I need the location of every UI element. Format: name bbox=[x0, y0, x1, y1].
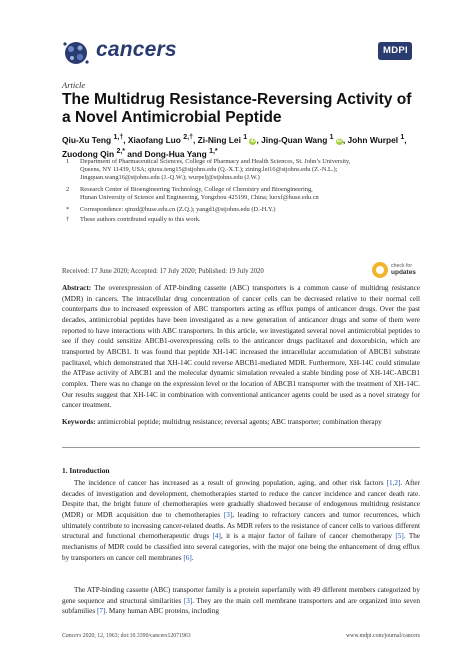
author-affil-marker: 1,† bbox=[113, 134, 124, 141]
paragraph-text: . After decades of investigation and development, chemotherapies started to reduce the cancer incidence and cancer death rate. Despite that, the bright future of chemotherapies were gradually shadowed because of endogenous multidrug resistance (MDR) or MDR acquisition due to chemotherapies bbox=[62, 479, 420, 519]
keywords-label: Keywords: bbox=[62, 418, 96, 426]
author-affil-marker: 2,† bbox=[183, 134, 193, 141]
author-name[interactable]: Dong-Hua Yang bbox=[144, 148, 207, 159]
author-name[interactable]: Jing-Quan Wang bbox=[261, 134, 328, 145]
affiliation-number: † bbox=[66, 216, 70, 223]
citation-link[interactable]: [1,2] bbox=[386, 479, 401, 487]
abstract-text: The overexpression of ATP-binding cassette (ABC) transporters is a common cause of multidrug resistance (MDR) in cancers. The intracellular drug concentration of cancer cells can be decreased relative to their normal cell counterparts due to increased expression of ABC transporters acting as efflux pumps of anticancer drugs. Over the past decades, antimicrobial peptides have been investigated as a new generation of anticancer drugs and some of them were reported to have interactions with ABC transporters. In this article, we investigated several novel antimicrobial peptides to see if they could sensitize ABCB1-overexpressing cells to the anticancer drugs paclitaxel and doxorubicin, which are transported by ABCB1. It was found that peptide XH-14C increased the intracellular accumulation of ABCB1 substrate paclitaxel, which demonstrated that XH-14C could reverse ABCB1-mediated MDR. Furthermore, XH-14C could stimulate the ATPase activity of ABCB1 and the molecular dynamic simulation revealed a stable binding pose of XH-14C-ABCB1 complex. There was no change on the expression level or the location of ABCB1 transporter with the treatment of XH-14C. Our results suggest that XH-14C in combination with conventional anticancer agents could be used as a novel strategy for cancer treatment. bbox=[62, 284, 420, 410]
affiliation-number: 2 bbox=[66, 186, 70, 193]
author-name[interactable]: John Wurpel bbox=[347, 134, 399, 145]
body-paragraph bbox=[62, 585, 420, 617]
paragraph-text: . Many human ABC proteins, including bbox=[105, 607, 219, 616]
equal-contribution-line: These authors contributed equally to this work. bbox=[80, 216, 201, 223]
paragraph-text: The incidence of cancer has increased as a result of growing population, aging, and other risk factors bbox=[74, 479, 387, 487]
affiliation-number: * bbox=[66, 206, 70, 213]
affiliation-line: Research Center of Bioengineering Technology, College of Chemistry and Bioengineering, bbox=[80, 186, 313, 193]
journal-name[interactable]: cancers bbox=[96, 38, 177, 61]
footer-url[interactable]: www.mdpi.com/journal/cancers bbox=[346, 633, 420, 639]
publisher-name[interactable]: MDPI bbox=[383, 45, 408, 56]
author-name[interactable]: Xiaofang Luo bbox=[127, 134, 181, 145]
citation-link[interactable]: [3] bbox=[223, 510, 233, 519]
footer-citation bbox=[62, 633, 191, 639]
article-type: Article bbox=[62, 80, 86, 90]
citation-link[interactable]: [4] bbox=[212, 532, 221, 541]
check-updates-icon bbox=[372, 262, 388, 278]
author-affil-marker: 1,* bbox=[209, 147, 218, 155]
abstract-label: Abstract: bbox=[62, 284, 92, 292]
orcid-icon[interactable]: iD bbox=[336, 137, 342, 144]
equal-contribution-note bbox=[62, 216, 412, 225]
author-name[interactable]: Qiu-Xu Teng bbox=[62, 134, 112, 145]
author-affil-marker: 1 bbox=[243, 134, 248, 141]
journal-logo-icon bbox=[62, 40, 90, 66]
section-divider bbox=[62, 447, 420, 448]
author-affil-marker: 2,* bbox=[116, 147, 125, 155]
author-affil-marker: 1 bbox=[400, 134, 405, 141]
body-paragraph bbox=[62, 478, 420, 563]
check-for-updates-button[interactable] bbox=[372, 260, 420, 280]
affiliation-line: Department of Pharmaceutical Sciences, College of Pharmacy and Health Sciences, St. John’s University, bbox=[80, 158, 351, 165]
correspondence-line[interactable]: Correspondence: qinzd@huse.edu.cn (Z.Q.); yangd1@stjohns.edu (D.-H.Y.) bbox=[80, 206, 276, 213]
affiliation-line: Hunan University of Science and Engineering, Yongzhou 425199, China; luoxf@huse.edu.cn bbox=[80, 194, 319, 202]
paragraph-text: , leading to refractory cancers and tumor recurrences, which ultimately contribute to increasing cancer-related deaths. As MDR refers to the resistance of cancer cells to various different structural and functional chemotherapeutic drugs bbox=[62, 510, 420, 541]
citation-link[interactable]: [5] bbox=[395, 532, 404, 541]
citation-link[interactable]: [3] bbox=[183, 596, 193, 605]
citation-link[interactable]: [7] bbox=[96, 607, 106, 616]
author-name[interactable]: Zuodong Qin bbox=[62, 148, 115, 159]
section-heading: 1. Introduction bbox=[62, 466, 110, 475]
publication-dates: Received: 17 June 2020; Accepted: 17 July 2020; Published: 19 July 2020 bbox=[62, 268, 264, 275]
affiliation bbox=[62, 158, 412, 184]
updates-badge-line2: updates bbox=[391, 269, 416, 276]
footer-journal: Cancers bbox=[62, 633, 82, 639]
keywords bbox=[62, 417, 420, 428]
author-name[interactable]: Zi-Ning Lei bbox=[197, 134, 241, 145]
citation-link[interactable]: [6] bbox=[183, 553, 192, 562]
author-affil-marker: 1 bbox=[329, 134, 334, 141]
paragraph-text: . bbox=[191, 553, 194, 562]
correspondence bbox=[62, 206, 412, 215]
paragraph-text: . The mechanisms of MDR could be classified into several categories, with the major one being the enhancement of drug efflux by transporters on cancer cell membranes bbox=[62, 532, 421, 562]
abstract bbox=[62, 283, 420, 411]
author-list: Qiu-Xu Teng $^{1,\dagger}$, Xiaofang Luo $^{2,\dagger}$, Zi-Ning Lei $^1$ iD, Jing-Quan Wang $^1$ iD, John Wurpel $^1$, Zuodong Qin $^{2,*}$ and Dong-Hua Yang $^{1,*}$ bbox=[62, 134, 407, 159]
updates-badge-line1: check for bbox=[391, 263, 413, 269]
keywords-text: antimicrobial peptide; multidrug resistance; reversal agents; ABC transporter; combination therapy bbox=[97, 418, 382, 426]
footer-doi[interactable]: 2020, 12, 1963; doi:10.3390/cancers12071963 bbox=[81, 633, 191, 639]
paragraph-text: The ATP-binding cassette (ABC) transporter family is a protein superfamily with 49 different members categorized by gene sequence and structural similarities bbox=[62, 586, 420, 605]
affiliation bbox=[62, 186, 412, 204]
affiliation-number: 1 bbox=[66, 158, 70, 165]
affiliation-line: Jingquan.wang16@stjohns.edu (J.-Q.W.); wurpelj@stjohns.edu (J.W.) bbox=[80, 174, 260, 182]
article-title: The Multidrug Resistance-Reversing Activity of a Novel Antimicrobial Peptide bbox=[62, 91, 412, 126]
paragraph-text: . They are the main cell membrane transporters and are organized into seven subfamilies bbox=[62, 596, 420, 616]
paragraph-text: , it is a major factor of failure of cancer chemotherapy bbox=[220, 532, 396, 541]
orcid-icon[interactable]: iD bbox=[250, 137, 256, 144]
affiliation-line: Queens, NY 11439, USA; qiuxu.teng15@stjohns.edu (Q.-X.T.); zining.lei16@stjohns.edu (Z.-N.L.); bbox=[80, 166, 338, 174]
